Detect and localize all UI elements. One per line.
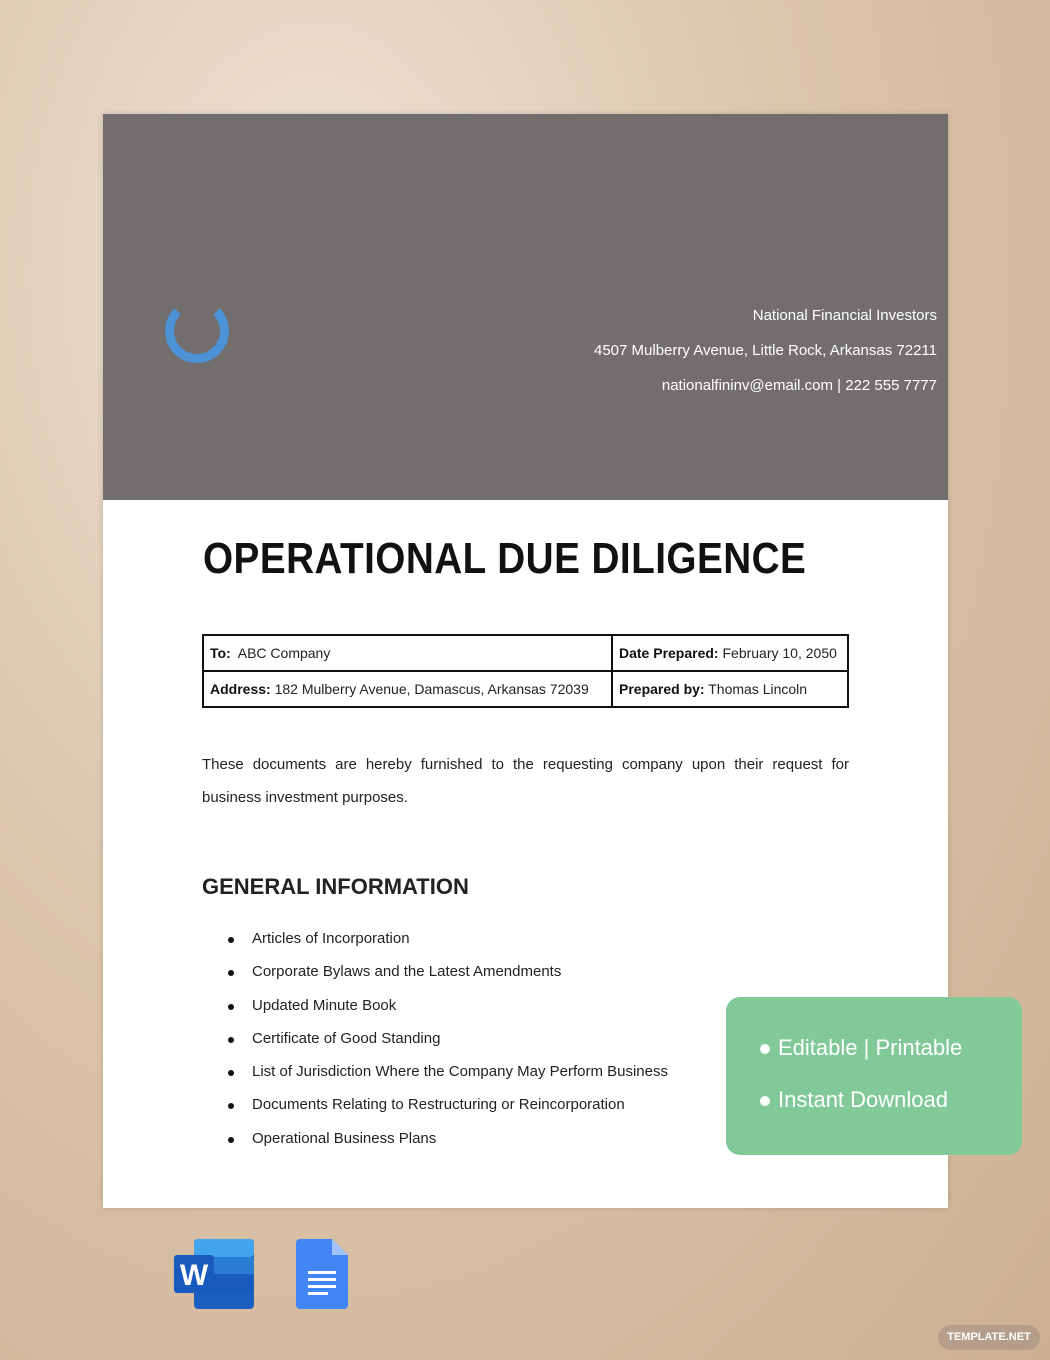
prepared-value: Thomas Lincoln bbox=[708, 681, 808, 697]
ms-word-icon[interactable] bbox=[174, 1239, 254, 1309]
document-title: OPERATIONAL DUE DILIGENCE bbox=[203, 534, 807, 583]
company-logo-icon bbox=[165, 299, 229, 363]
feature-download: Instant Download bbox=[778, 1087, 948, 1112]
document-header bbox=[103, 114, 948, 500]
date-label: Date Prepared: bbox=[619, 645, 719, 661]
list-item: Certificate of Good Standing bbox=[228, 1030, 668, 1063]
date-value: February 10, 2050 bbox=[722, 645, 837, 661]
address-value: 182 Mulberry Avenue, Damascus, Arkansas 72039 bbox=[274, 681, 589, 697]
to-label: To: bbox=[210, 645, 231, 661]
word-letter: W bbox=[179, 1259, 209, 1292]
bullet-icon bbox=[760, 1096, 770, 1106]
company-name: National Financial Investors bbox=[752, 307, 937, 324]
to-cell bbox=[203, 635, 612, 671]
info-table bbox=[202, 634, 849, 708]
address-cell bbox=[203, 671, 612, 707]
list-item: Documents Relating to Restructuring or Reincorporation bbox=[228, 1096, 668, 1129]
features-badge bbox=[726, 997, 1022, 1155]
template-net-watermark: TEMPLATE.NET bbox=[938, 1325, 1040, 1350]
google-docs-icon[interactable] bbox=[296, 1239, 348, 1309]
intro-paragraph: These documents are hereby furnished to the requesting company upon their request for business investment purposes. bbox=[202, 756, 849, 806]
contact-block bbox=[594, 298, 937, 403]
company-contact: nationalfininv@email.com | 222 555 7777 bbox=[661, 377, 937, 394]
list-item: Operational Business Plans bbox=[228, 1130, 668, 1163]
feature-editable: Editable | Printable bbox=[778, 1035, 963, 1060]
prepared-cell bbox=[612, 671, 848, 707]
list-item: List of Jurisdiction Where the Company May Perform Business bbox=[228, 1063, 668, 1096]
list-item: Articles of Incorporation bbox=[228, 930, 668, 963]
section-title: GENERAL INFORMATION bbox=[202, 874, 469, 899]
company-address: 4507 Mulberry Avenue, Little Rock, Arkansas 72211 bbox=[594, 342, 937, 359]
document-list bbox=[228, 930, 668, 1163]
address-label: Address: bbox=[210, 681, 271, 697]
date-cell bbox=[612, 635, 848, 671]
bullet-icon bbox=[760, 1044, 770, 1054]
list-item: Updated Minute Book bbox=[228, 997, 668, 1030]
list-item: Corporate Bylaws and the Latest Amendments bbox=[228, 963, 668, 996]
to-value: ABC Company bbox=[237, 645, 331, 661]
prepared-label: Prepared by: bbox=[619, 681, 705, 697]
